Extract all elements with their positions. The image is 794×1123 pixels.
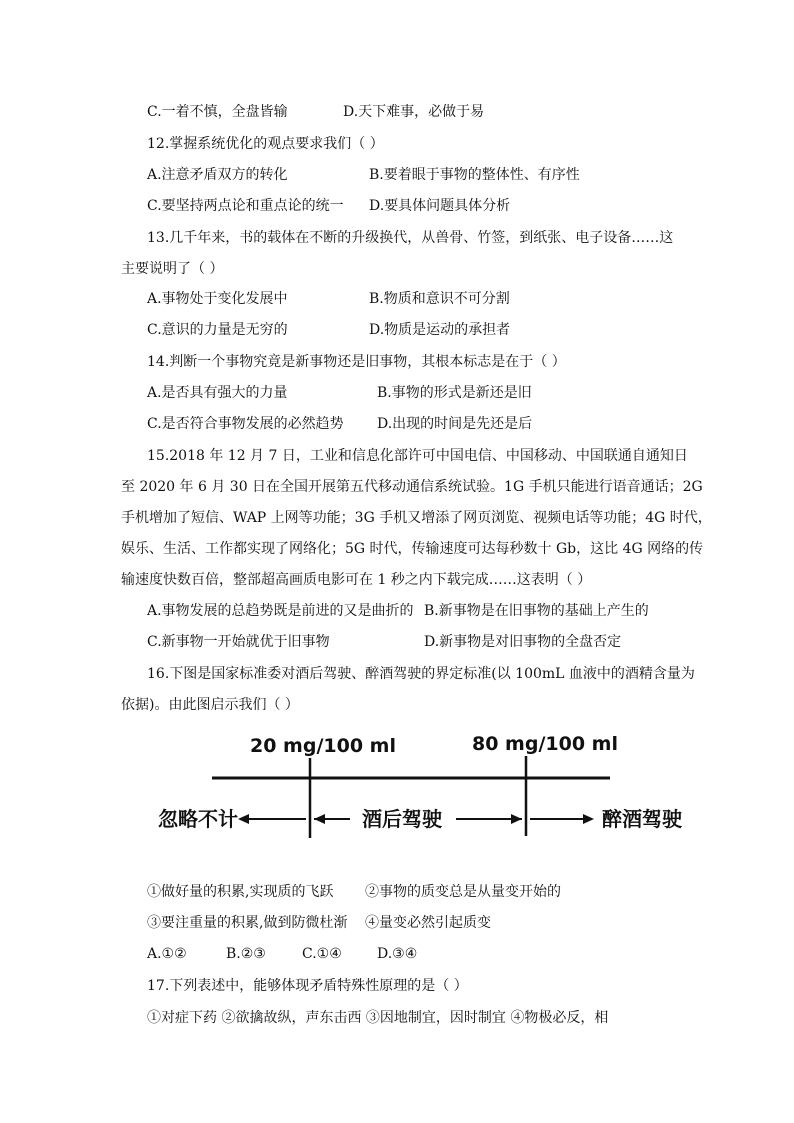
q15-option-d: D.新事物是对旧事物的全盘否定: [424, 634, 622, 650]
q16-item-2: ②事物的质变总是从量变开始的: [365, 884, 561, 900]
q12-option-a: A.注意矛盾双方的转化: [147, 167, 288, 183]
q15-stem-line3: 手机增加了短信、WAP 上网等功能；3G 手机又增添了网页浏览、视频电话等功能；4G 时代，: [121, 510, 712, 526]
q16-item-3: ③要注重量的积累,做到防微杜渐: [147, 915, 348, 931]
q11-option-d: D.天下难事，必做于易: [343, 104, 485, 120]
q16-option-d: D.③④: [377, 946, 418, 962]
q13-stem-line2: 主要说明了（ ）: [121, 261, 224, 277]
q15-option-c: C.新事物一开始就优于旧事物: [147, 634, 330, 650]
q14-option-c: C.是否符合事物发展的必然趋势: [147, 416, 344, 432]
q14-stem: 14.判断一个事物究竟是新事物还是旧事物，其根本标志是在于（ ）: [147, 354, 566, 370]
right-arrow-head: [583, 814, 594, 824]
q13-option-b: B.物质和意识不可分割: [369, 291, 510, 307]
q16-option-c: C.①④: [302, 946, 342, 962]
q15-option-b: B.新事物是在旧事物的基础上产生的: [424, 603, 649, 619]
q16-item-1: ①做好量的积累,实现质的飞跃: [147, 884, 334, 900]
q13-stem-line1: 13.几千年来，书的载体在不断的升级换代，从兽骨、竹签，到纸张、电子设备……这: [147, 230, 674, 246]
q11-option-c: C.一着不慎，全盘皆输: [147, 104, 288, 120]
q16-option-b: B.②③: [226, 946, 266, 962]
q13-option-d: D.物质是运动的承担者: [369, 322, 511, 338]
alcohol-threshold-diagram: [150, 720, 690, 845]
threshold-low-label: 20 mg/100 ml: [250, 735, 396, 757]
q15-stem-line4: 娱乐、生活、工作都实现了网络化；5G 时代，传输速度可达每秒数十 Gb，这比 4G 网络的传: [121, 541, 704, 557]
q14-option-d: D.出现的时间是先还是后: [377, 416, 533, 432]
region-drunk-driving-label: 醉酒驾驶: [602, 807, 682, 831]
q15-stem-line2: 至 2020 年 6 月 30 日在全国开展第五代移动通信系统试验。1G 手机只能进行语音通话；2G: [121, 479, 703, 495]
q12-option-d: D.要具体问题具体分析: [369, 198, 511, 214]
q16-stem-line2: 依据)。由此图启示我们（ ）: [121, 697, 299, 713]
q14-option-a: A.是否具有强大的力量: [147, 385, 288, 401]
q15-stem-line1: 15.2018 年 12 月 7 日，工业和信息化部许可中国电信、中国移动、中国联通自通知日: [147, 448, 688, 464]
q12-option-c: C.要坚持两点论和重点论的统一: [147, 198, 344, 214]
threshold-high-label: 80 mg/100 ml: [472, 733, 618, 755]
mid-arrow-left-head: [314, 814, 325, 824]
q17-stem: 17.下列表述中，能够体现矛盾特殊性原理的是（ ）: [147, 978, 468, 994]
mid-arrow-right-head: [511, 814, 522, 824]
q16-stem-line1: 16.下图是国家标准委对酒后驾驶、醉酒驾驶的界定标准(以 100mL 血液中的酒精含量为: [147, 666, 695, 682]
region-ignore-label: 忽略不计: [158, 807, 238, 831]
q12-option-b: B.要着眼于事物的整体性、有序性: [369, 167, 580, 183]
left-arrow-head: [238, 814, 249, 824]
q12-stem: 12.掌握系统优化的观点要求我们（ ）: [147, 136, 384, 152]
q15-option-a: A.事物发展的总趋势既是前进的又是曲折的: [147, 603, 414, 619]
q15-stem-line5: 输速度快数百倍，整部超高画质电影可在 1 秒之内下载完成……这表明（ ）: [121, 572, 592, 588]
q16-item-4: ④量变必然引起质变: [365, 915, 491, 931]
q13-option-c: C.意识的力量是无穷的: [147, 322, 288, 338]
q16-option-a: A.①②: [147, 946, 187, 962]
region-drink-driving-label: 酒后驾驶: [362, 807, 442, 831]
q17-items-line: ①对症下药 ②欲擒故纵，声东击西 ③因地制宜，因时制宜 ④物极必反，相: [147, 1010, 609, 1026]
q13-option-a: A.事物处于变化发展中: [147, 291, 288, 307]
q14-option-b: B.事物的形式是新还是旧: [377, 385, 532, 401]
